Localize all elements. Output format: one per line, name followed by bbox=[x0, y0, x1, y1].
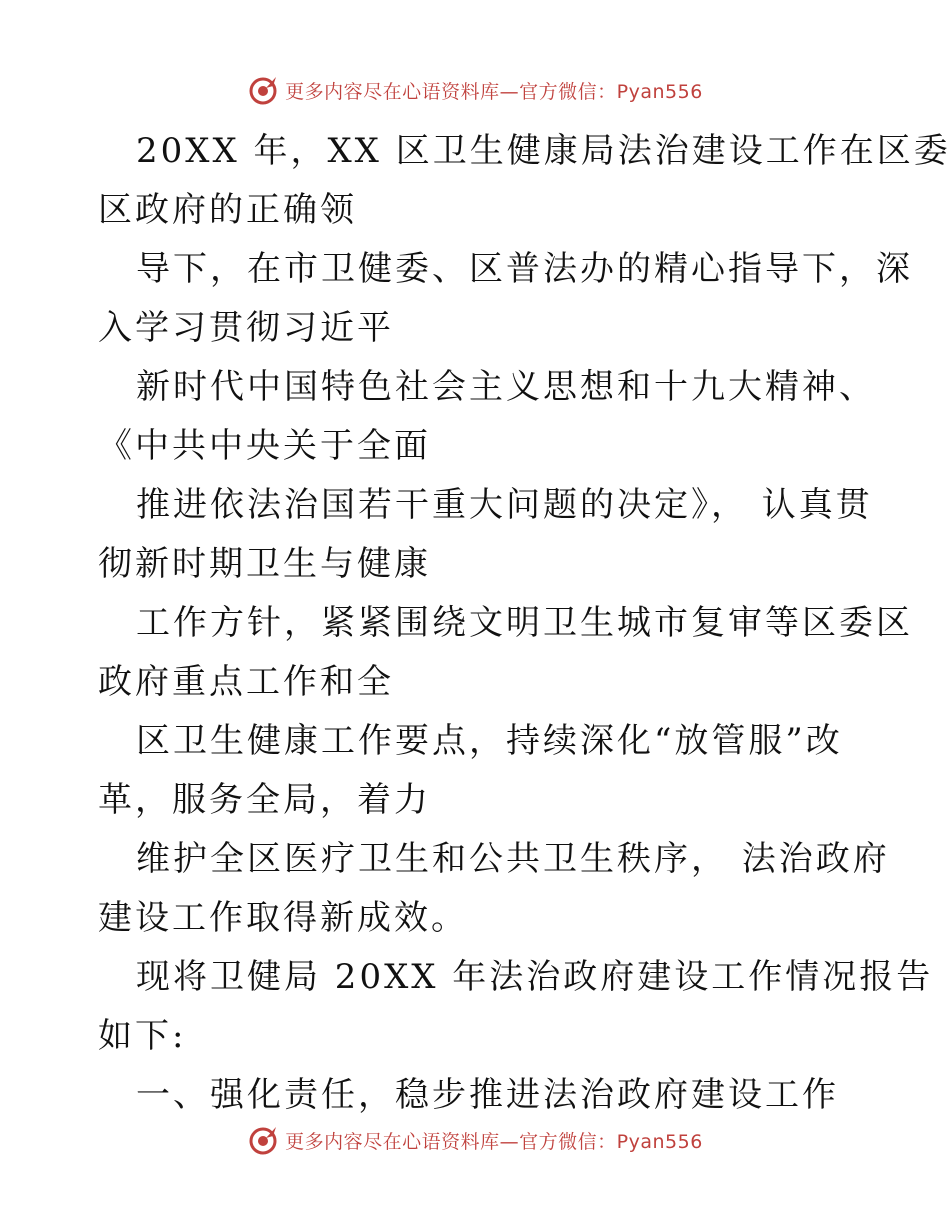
text-line: 政府重点工作和全 bbox=[98, 662, 394, 702]
watermark-text: 更多内容尽在心语资料库—官方微信：Pyan556 bbox=[285, 1130, 703, 1153]
text-line: 20XX 年，XX 区卫生健康局法治建设工作在区委 bbox=[136, 131, 951, 171]
text-line: 《中共中央关于全面 bbox=[98, 426, 431, 466]
text-line: 区卫生健康工作要点，持续深化“放管服”改 bbox=[136, 721, 843, 761]
text-line: 维护全区医疗卫生和公共卫生秩序， 法治政府 bbox=[136, 839, 890, 879]
header-watermark bbox=[0, 70, 950, 110]
text-line: 区政府的正确领 bbox=[98, 190, 357, 230]
text-line: 一、强化责任，稳步推进法治政府建设工作 bbox=[136, 1075, 839, 1115]
text-line: 建设工作取得新成效。 bbox=[98, 898, 468, 938]
text-line: 彻新时期卫生与健康 bbox=[98, 544, 431, 584]
quill-seal-icon bbox=[247, 74, 279, 106]
text-line: 革，服务全局，着力 bbox=[98, 780, 431, 820]
footer-watermark bbox=[0, 1120, 950, 1160]
text-line: 工作方针，紧紧围绕文明卫生城市复审等区委区 bbox=[136, 603, 913, 643]
document-body bbox=[98, 122, 951, 1125]
watermark-text: 更多内容尽在心语资料库—官方微信：Pyan556 bbox=[285, 80, 703, 103]
text-line: 新时代中国特色社会主义思想和十九大精神、 bbox=[136, 367, 876, 407]
text-line: 入学习贯彻习近平 bbox=[98, 308, 394, 348]
quill-seal-icon bbox=[247, 1124, 279, 1156]
text-line: 推进依法治国若干重大问题的决定》， 认真贯 bbox=[136, 485, 873, 525]
text-line: 导下，在市卫健委、区普法办的精心指导下，深 bbox=[136, 249, 913, 289]
text-line: 现将卫健局 20XX 年法治政府建设工作情况报告 bbox=[136, 957, 934, 997]
text-line: 如下: bbox=[98, 1016, 187, 1056]
